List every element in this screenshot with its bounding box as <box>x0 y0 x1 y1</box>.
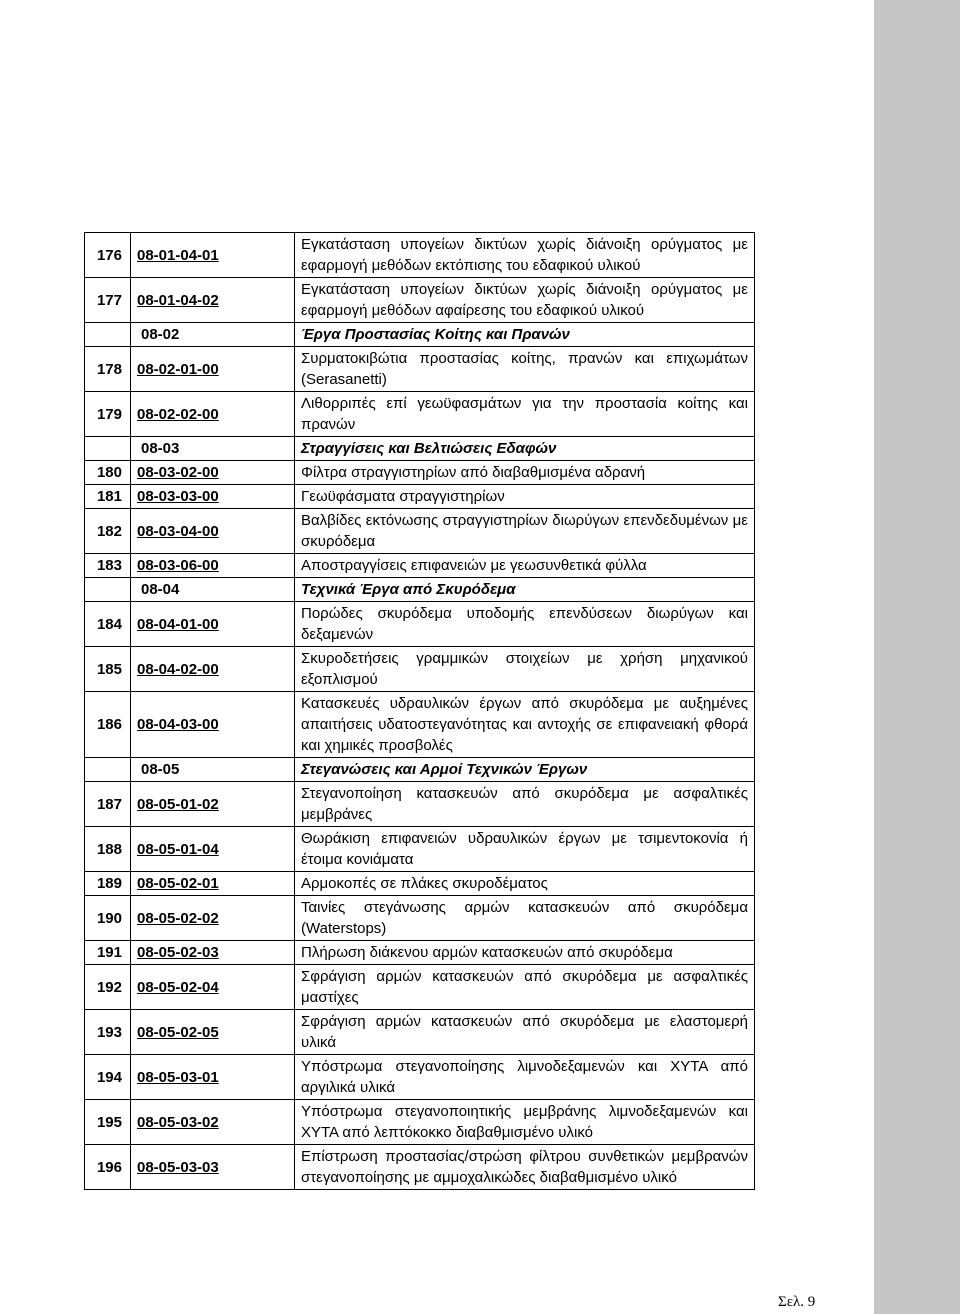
article-code: 08-05-02-02 <box>137 909 219 927</box>
category-row <box>85 437 755 461</box>
table-row <box>85 1055 755 1100</box>
row-description: Σκυροδετήσεις γραμμικών στοιχείων με χρήση μηχανικού εξοπλισμού <box>295 647 755 692</box>
category-title: Έργα Προστασίας Κοίτης και Πρανών <box>295 323 755 347</box>
row-code-cell <box>131 509 295 554</box>
row-number: 193 <box>85 1010 131 1055</box>
row-number <box>85 437 131 461</box>
row-number: 189 <box>85 872 131 896</box>
article-code: 08-02-01-00 <box>137 360 219 378</box>
category-code: 08-02 <box>141 326 180 343</box>
row-number: 190 <box>85 896 131 941</box>
row-number: 183 <box>85 554 131 578</box>
article-code: 08-05-03-02 <box>137 1113 219 1131</box>
article-code: 08-05-01-02 <box>137 795 219 813</box>
row-code-cell <box>131 278 295 323</box>
table-row <box>85 647 755 692</box>
page-side-band <box>874 0 960 1314</box>
table-row <box>85 1145 755 1190</box>
row-number: 179 <box>85 392 131 437</box>
article-code: 08-04-03-00 <box>137 716 219 733</box>
table-row <box>85 692 755 758</box>
table-row <box>85 233 755 278</box>
category-title: Στραγγίσεις και Βελτιώσεις Εδαφών <box>295 437 755 461</box>
table-row <box>85 872 755 896</box>
row-description: Θωράκιση επιφανειών υδραυλικών έργων με τσιμεντοκονία ή έτοιμα κονιάματα <box>295 827 755 872</box>
row-description: Εγκατάσταση υπογείων δικτύων χωρίς διάνοιξη ορύγματος με εφαρμογή μεθόδων αφαίρεσης του εδαφικού υλικού <box>295 278 755 323</box>
table-row <box>85 554 755 578</box>
row-code-cell <box>131 347 295 392</box>
category-row <box>85 578 755 602</box>
page-number: Σελ. 9 <box>778 1294 816 1310</box>
row-number: 194 <box>85 1055 131 1100</box>
row-description: Λιθορριπές επί γεωϋφασμάτων για την προστασία κοίτης και πρανών <box>295 392 755 437</box>
row-number: 184 <box>85 602 131 647</box>
row-description: Αρμοκοπές σε πλάκες σκυροδέματος <box>295 872 755 896</box>
specifications-table <box>84 232 755 1190</box>
row-description: Εγκατάσταση υπογείων δικτύων χωρίς διάνοιξη ορύγματος με εφαρμογή μεθόδων εκτόπισης του εδαφικού υλικού <box>295 233 755 278</box>
table-row <box>85 896 755 941</box>
row-description: Υπόστρωμα στεγανοποιητικής μεμβράνης λιμνοδεξαμενών και ΧΥΤΑ από λεπτόκοκκο διαβαθμισμένο υλικό <box>295 1100 755 1145</box>
row-description: Βαλβίδες εκτόνωσης στραγγιστηρίων διωρύγων επενδεδυμένων με σκυρόδεμα <box>295 509 755 554</box>
row-description: Γεωϋφάσματα στραγγιστηρίων <box>295 485 755 509</box>
row-number: 195 <box>85 1100 131 1145</box>
article-code: 08-03-02-00 <box>137 464 219 481</box>
article-code: 08-04-01-00 <box>137 615 219 633</box>
row-number: 182 <box>85 509 131 554</box>
row-number: 187 <box>85 782 131 827</box>
row-code-cell <box>131 896 295 941</box>
article-code: 08-05-01-04 <box>137 840 219 858</box>
row-code-cell <box>131 692 295 758</box>
row-number: 176 <box>85 233 131 278</box>
row-code-cell <box>131 578 295 602</box>
category-code: 08-03 <box>141 440 180 457</box>
row-code-cell <box>131 437 295 461</box>
article-code: 08-05-02-03 <box>137 944 219 961</box>
row-number: 181 <box>85 485 131 509</box>
table-row <box>85 347 755 392</box>
row-description: Κατασκευές υδραυλικών έργων από σκυρόδεμα με αυξημένες απαιτήσεις υδατοστεγανότητας και αντοχής σε επιφανειακή φθορά και χημικές προσβολές <box>295 692 755 758</box>
row-description: Επίστρωση προστασίας/στρώση φίλτρου συνθετικών μεμβρανών στεγανοποίησης με αμμοχαλικώδες διαβαθμισμένο υλικό <box>295 1145 755 1190</box>
row-description: Στεγανοποίηση κατασκευών από σκυρόδεμα με ασφαλτικές μεμβράνες <box>295 782 755 827</box>
row-number: 186 <box>85 692 131 758</box>
article-code: 08-03-03-00 <box>137 488 219 505</box>
article-code: 08-05-02-01 <box>137 875 219 892</box>
row-code-cell <box>131 827 295 872</box>
category-title: Τεχνικά Έργα από Σκυρόδεμα <box>295 578 755 602</box>
article-code: 08-05-02-04 <box>137 978 219 996</box>
row-number <box>85 758 131 782</box>
row-code-cell <box>131 941 295 965</box>
article-code: 08-05-02-05 <box>137 1023 219 1041</box>
row-description: Υπόστρωμα στεγανοποίησης λιμνοδεξαμενών και ΧΥΤΑ από αργιλικά υλικά <box>295 1055 755 1100</box>
row-code-cell <box>131 647 295 692</box>
row-number: 177 <box>85 278 131 323</box>
row-number <box>85 323 131 347</box>
row-description: Σφράγιση αρμών κατασκευών από σκυρόδεμα με ασφαλτικές μαστίχες <box>295 965 755 1010</box>
row-description: Πορώδες σκυρόδεμα υποδομής επενδύσεων διωρύγων και δεξαμενών <box>295 602 755 647</box>
table-row <box>85 278 755 323</box>
row-description: Αποστραγγίσεις επιφανειών με γεωσυνθετικά φύλλα <box>295 554 755 578</box>
article-code: 08-01-04-01 <box>137 246 219 264</box>
row-code-cell <box>131 782 295 827</box>
row-code-cell <box>131 392 295 437</box>
row-number: 196 <box>85 1145 131 1190</box>
row-code-cell <box>131 233 295 278</box>
category-row <box>85 758 755 782</box>
row-description: Φίλτρα στραγγιστηρίων από διαβαθμισμένα αδρανή <box>295 461 755 485</box>
table-row <box>85 485 755 509</box>
article-code: 08-04-02-00 <box>137 660 219 678</box>
row-number: 191 <box>85 941 131 965</box>
row-number: 178 <box>85 347 131 392</box>
article-code: 08-03-06-00 <box>137 557 219 574</box>
table-body <box>85 233 755 1190</box>
article-code: 08-03-04-00 <box>137 522 219 540</box>
row-code-cell <box>131 965 295 1010</box>
table-row <box>85 392 755 437</box>
row-description: Σφράγιση αρμών κατασκευών από σκυρόδεμα με ελαστομερή υλικά <box>295 1010 755 1055</box>
article-code: 08-02-02-00 <box>137 405 219 423</box>
table-row <box>85 965 755 1010</box>
table-row <box>85 1100 755 1145</box>
row-description: Συρματοκιβώτια προστασίας κοίτης, πρανών και επιχωμάτων (Serasanetti) <box>295 347 755 392</box>
table-row <box>85 941 755 965</box>
row-number <box>85 578 131 602</box>
table-row <box>85 827 755 872</box>
row-code-cell <box>131 758 295 782</box>
table-row <box>85 602 755 647</box>
row-number: 188 <box>85 827 131 872</box>
row-code-cell <box>131 1100 295 1145</box>
row-number: 180 <box>85 461 131 485</box>
table-row <box>85 461 755 485</box>
row-description: Πλήρωση διάκενου αρμών κατασκευών από σκυρόδεμα <box>295 941 755 965</box>
row-code-cell <box>131 1055 295 1100</box>
row-code-cell <box>131 554 295 578</box>
article-code: 08-05-03-03 <box>137 1158 219 1176</box>
row-code-cell <box>131 872 295 896</box>
row-code-cell <box>131 323 295 347</box>
table-row <box>85 782 755 827</box>
row-code-cell <box>131 602 295 647</box>
article-code: 08-05-03-01 <box>137 1068 219 1086</box>
row-code-cell <box>131 461 295 485</box>
category-title: Στεγανώσεις και Αρμοί Τεχνικών Έργων <box>295 758 755 782</box>
row-description: Ταινίες στεγάνωσης αρμών κατασκευών από σκυρόδεμα (Waterstops) <box>295 896 755 941</box>
table-row <box>85 1010 755 1055</box>
article-code: 08-01-04-02 <box>137 291 219 309</box>
row-code-cell <box>131 485 295 509</box>
category-row <box>85 323 755 347</box>
table-row <box>85 509 755 554</box>
row-number: 192 <box>85 965 131 1010</box>
category-code: 08-05 <box>141 761 180 778</box>
row-number: 185 <box>85 647 131 692</box>
row-code-cell <box>131 1010 295 1055</box>
category-code: 08-04 <box>141 581 180 598</box>
row-code-cell <box>131 1145 295 1190</box>
